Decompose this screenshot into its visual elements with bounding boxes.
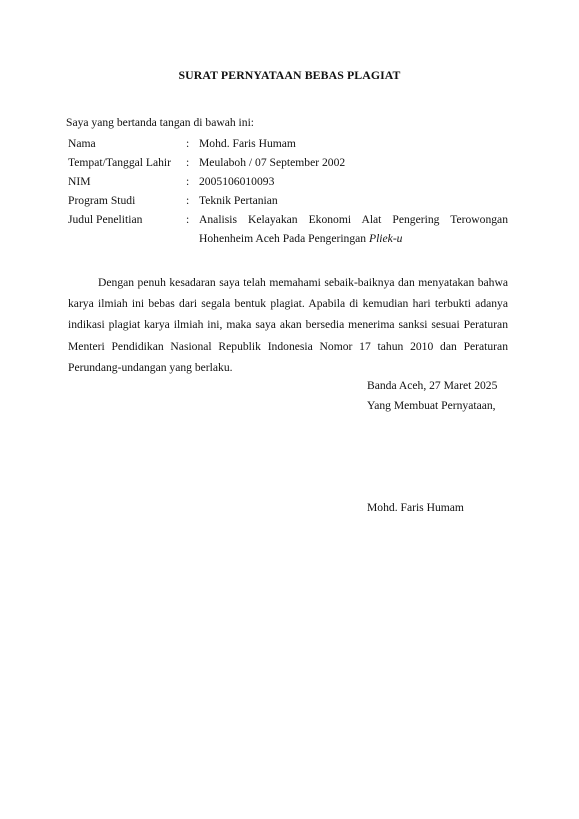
field-colon: : xyxy=(186,137,190,150)
field-label: Judul Penelitian xyxy=(68,213,143,226)
field-row-nama xyxy=(68,134,508,153)
field-colon: : xyxy=(186,156,190,169)
research-title-italic-term: Pliek-u xyxy=(369,232,403,245)
field-value: Mohd. Faris Humam xyxy=(199,137,296,150)
signature-block xyxy=(367,376,497,416)
research-title-line1: Analisis Kelayakan Ekonomi Alat Pengering Terowongan xyxy=(199,213,508,226)
field-row-tempat-tanggal-lahir xyxy=(68,153,508,172)
document-title: SURAT PERNYATAAN BEBAS PLAGIAT xyxy=(178,68,401,82)
identity-fields xyxy=(68,134,508,248)
signer-name: Mohd. Faris Humam xyxy=(367,501,464,514)
field-value: Meulaboh / 07 September 2002 xyxy=(199,156,346,169)
field-value: Teknik Pertanian xyxy=(199,194,278,207)
research-title-line2-text: Hohenheim Aceh Pada Pengeringan xyxy=(199,232,369,245)
place-date: Banda Aceh, 27 Maret 2025 xyxy=(367,379,498,392)
field-colon: : xyxy=(186,194,190,207)
field-value: 2005106010093 xyxy=(199,175,275,188)
statement-paragraph: Dengan penuh kesadaran saya telah memahami sebaik-baiknya dan menyatakan bahwa karya ilmiah ini bebas dari segala bentuk plagiat. Apabila di kemudian hari terbukti adanya indikasi plagiat karya ilmiah ini, maka saya akan bersedia menerima sanksi sesuai Peraturan Menteri Pendidikan Nasional Republik Indonesia Nomor 17 tahun 2010 dan Peraturan Perundang-undangan yang berlaku. xyxy=(68,276,508,374)
field-row-nim xyxy=(68,172,508,191)
field-label: Nama xyxy=(68,137,96,150)
field-label: Program Studi xyxy=(68,194,136,207)
field-colon: : xyxy=(186,175,190,188)
intro-text: Saya yang bertanda tangan di bawah ini: xyxy=(66,116,255,129)
field-row-judul-penelitian xyxy=(68,210,508,248)
field-row-program-studi xyxy=(68,191,508,210)
field-label: NIM xyxy=(68,175,91,188)
research-title-value xyxy=(199,210,508,248)
field-colon: : xyxy=(186,213,190,226)
signer-role: Yang Membuat Pernyataan, xyxy=(367,399,496,412)
field-label: Tempat/Tanggal Lahir xyxy=(68,156,172,169)
research-title-line2 xyxy=(199,229,508,248)
